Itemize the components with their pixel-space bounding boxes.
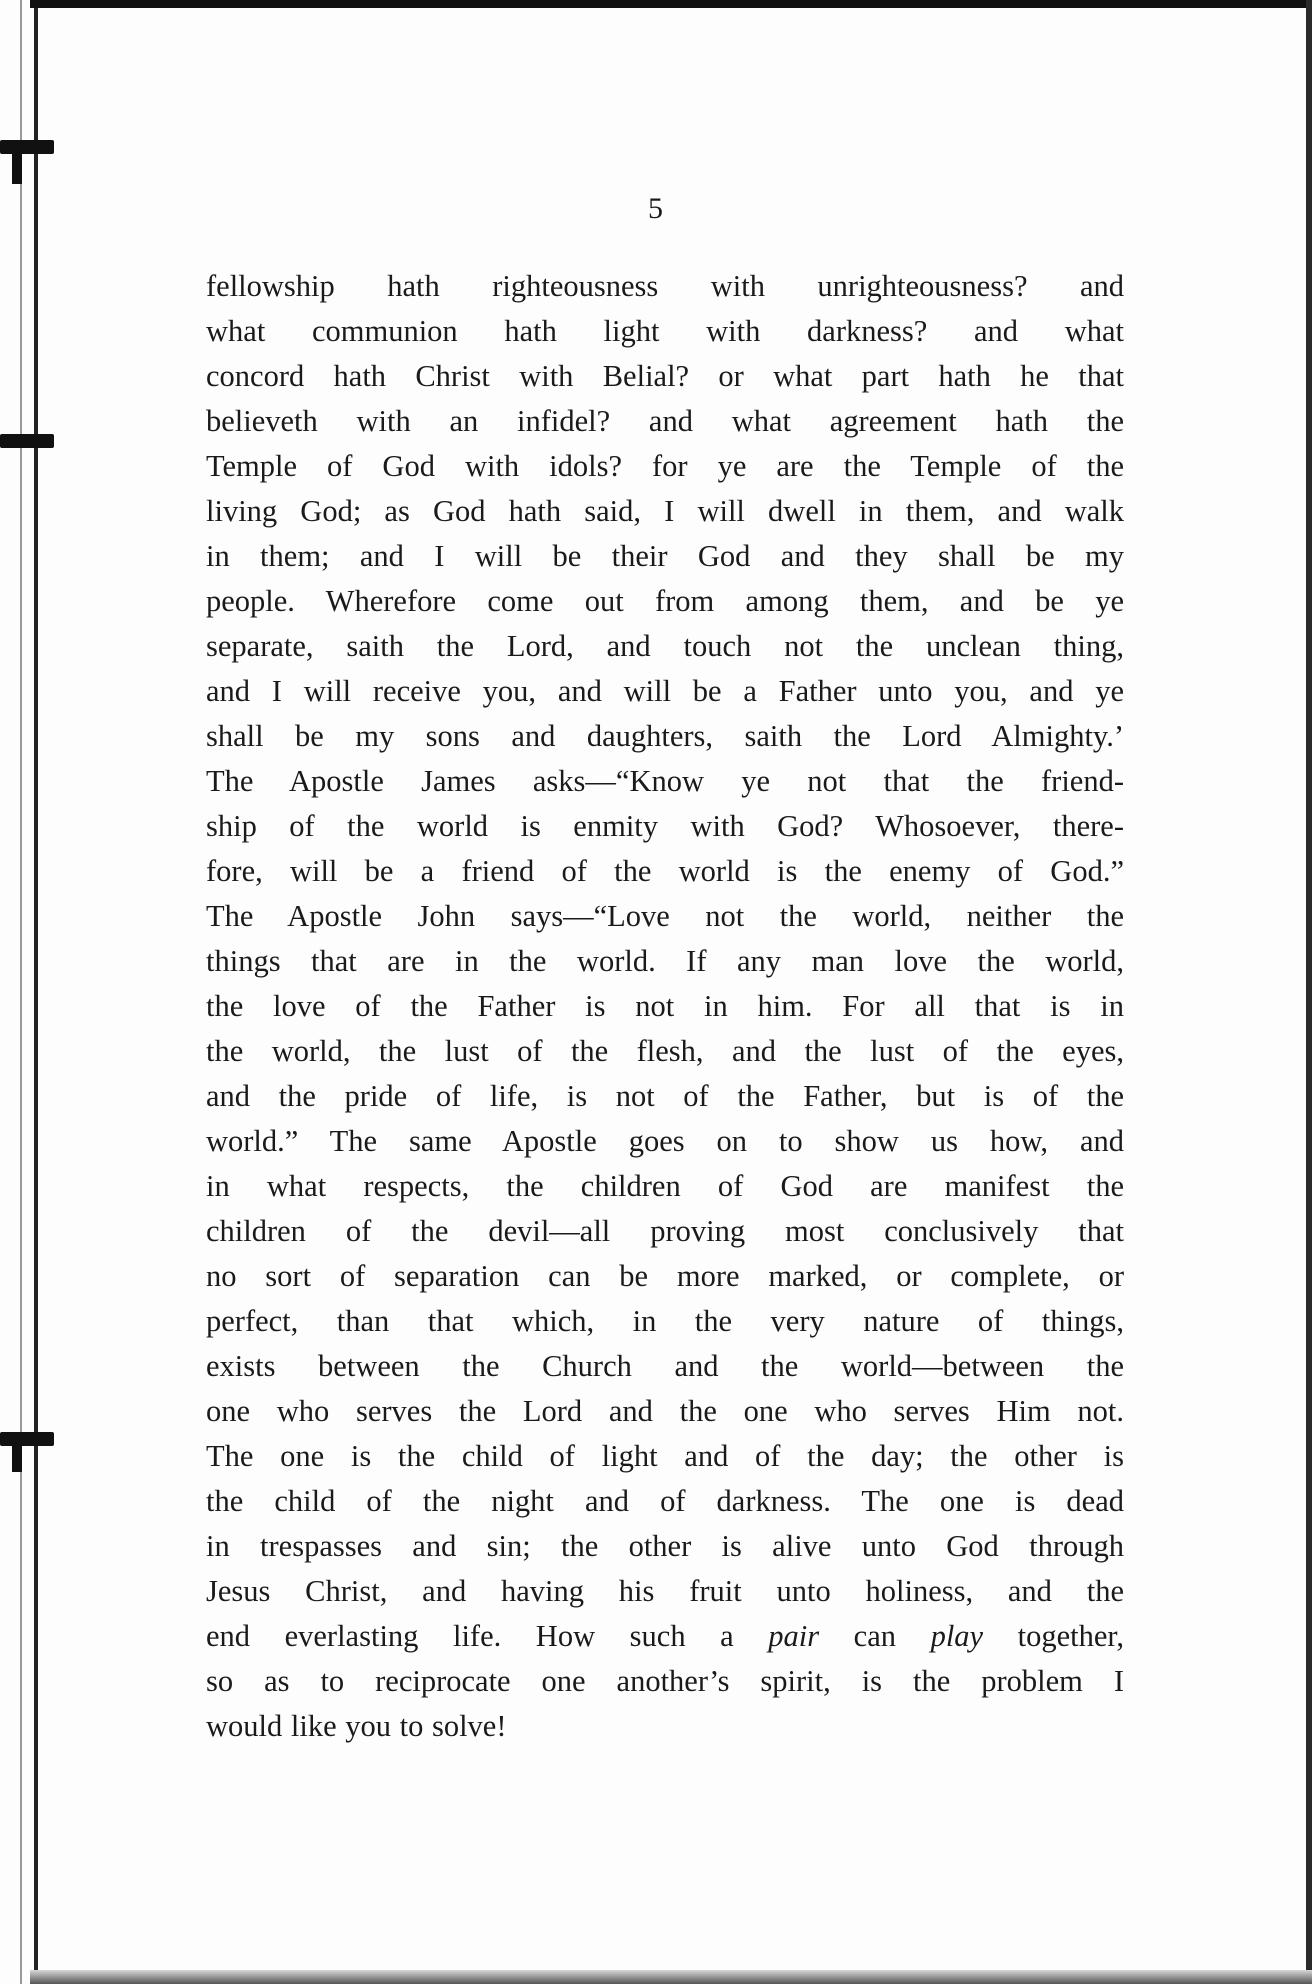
text-line: so as to reciprocate one another’s spirit, is the problem I [206,1664,1124,1698]
italic-word-play: play [930,1619,984,1653]
page-right-edge [1306,0,1312,1984]
italic-word-pair: pair [768,1619,820,1653]
text-line: fore, will be a friend of the world is the enemy of God.” [206,854,1124,888]
binding-staple-mark [0,434,54,448]
text-run: can [819,1619,931,1653]
body-text [206,264,1124,1749]
binding-staple-mark [0,1432,54,1446]
gutter-shadow [20,0,22,1984]
text-line: the child of the night and of darkness. The one is dead [206,1484,1124,1518]
text-line-final: would like you to solve! [206,1709,507,1743]
text-line: things that are in the world. If any man love the world, [206,944,1124,978]
page-gutter-edge [34,0,38,1984]
text-line: and the pride of life, is not of the Father, but is of the [206,1079,1124,1113]
text-line: separate, saith the Lord, and touch not the unclean thing, [206,629,1124,663]
page-bottom-edge [30,1970,1312,1984]
text-line: perfect, than that which, in the very nature of things, [206,1304,1124,1338]
text-run: end everlasting life. How such a [206,1619,769,1653]
text-line: ship of the world is enmity with God? Whosoever, there- [206,809,1124,843]
text-line: children of the devil—all proving most conclusively that [206,1214,1124,1248]
text-line-with-italics [206,1614,1124,1659]
text-line: one who serves the Lord and the one who serves Him not. [206,1394,1124,1428]
text-line: and I will receive you, and will be a Father unto you, and ye [206,674,1124,708]
text-line: The Apostle John says—“Love not the world, neither the [206,899,1124,933]
text-line: exists between the Church and the world—between the [206,1349,1124,1383]
text-line: The one is the child of light and of the day; the other is [206,1439,1124,1473]
text-line: The Apostle James asks—“Know ye not that the friend- [206,764,1124,798]
text-line: the world, the lust of the flesh, and the lust of the eyes, [206,1034,1124,1068]
text-line: fellowship hath righteousness with unrighteousness? and [206,269,1124,303]
text-line: what communion hath light with darkness? and what [206,314,1124,348]
text-line: believeth with an infidel? and what agreement hath the [206,404,1124,438]
text-line: living God; as God hath said, I will dwell in them, and walk [206,494,1124,528]
text-line: Jesus Christ, and having his fruit unto holiness, and the [206,1574,1124,1608]
text-line: in what respects, the children of God are manifest the [206,1169,1124,1203]
text-line: the love of the Father is not in him. For all that is in [206,989,1124,1023]
text-line: in them; and I will be their God and they shall be my [206,539,1124,573]
page-number: 5 [648,192,664,225]
text-line: concord hath Christ with Belial? or what part hath he that [206,359,1124,393]
text-line: no sort of separation can be more marked, or complete, or [206,1259,1124,1293]
text-line: world.” The same Apostle goes on to show us how, and [206,1124,1124,1158]
text-line: shall be my sons and daughters, saith the Lord Almighty.’ [206,719,1124,753]
binding-staple-mark [0,140,54,154]
text-run: together, [983,1619,1124,1653]
text-line: Temple of God with idols? for ye are the Temple of the [206,449,1124,483]
text-line: people. Wherefore come out from among them, and be ye [206,584,1124,618]
text-line: in trespasses and sin; the other is alive unto God through [206,1529,1124,1563]
page-top-edge [30,0,1312,8]
